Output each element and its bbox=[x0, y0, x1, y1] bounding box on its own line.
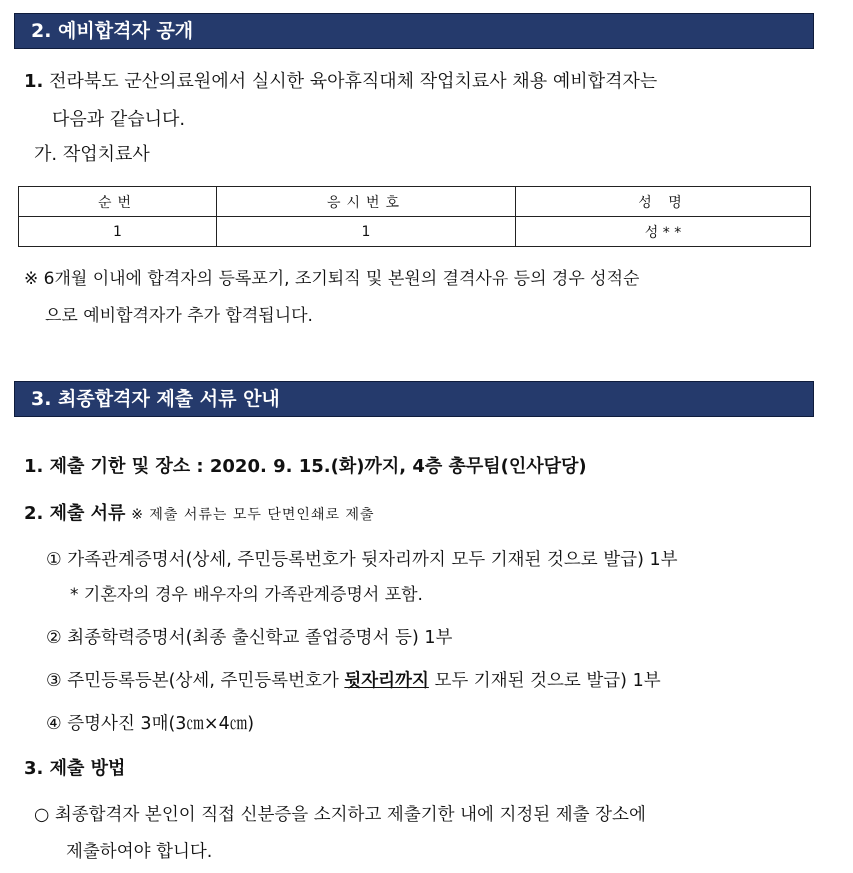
notice-text-line2: 다음과 같습니다. bbox=[52, 109, 186, 130]
method-title: 3. 제출 방법 bbox=[24, 758, 126, 779]
documents-heading bbox=[24, 502, 375, 527]
section-2-title: 2. 예비합격자 공개 bbox=[31, 20, 194, 42]
method-line2: 제출하여야 합니다. bbox=[66, 842, 213, 862]
reserve-candidates-table bbox=[18, 186, 811, 247]
document-item-4: ④ 증명사진 3매(3㎝×4㎝) bbox=[46, 714, 255, 734]
item-number: 1. bbox=[24, 71, 44, 92]
document-item-2: ② 최종학력증명서(최종 출신학교 졸업증명서 등) 1부 bbox=[46, 628, 453, 648]
deadline-text: 1. 제출 기한 및 장소 : 2020. 9. 15.(화)까지, 4층 총무팀(인사담당) bbox=[24, 456, 587, 477]
column-header-number: 순번 bbox=[19, 187, 217, 217]
table-cell: 성 * * bbox=[516, 217, 811, 247]
column-header-exam-number: 응시번호 bbox=[217, 187, 516, 217]
document-item-3-text-end: 모두 기재된 것으로 발급) 1부 bbox=[428, 671, 661, 691]
sub-heading-occupational-therapist: 가. 작업치료사 bbox=[34, 144, 150, 165]
documents-title: 2. 제출 서류 bbox=[24, 503, 126, 524]
document-item-1-note: * 기혼자의 경우 배우자의 가족관계증명서 포함. bbox=[70, 585, 423, 605]
table-cell: 1 bbox=[217, 217, 516, 247]
section-2-header bbox=[14, 13, 814, 49]
method-line1: ○ 최종합격자 본인이 직접 신분증을 소지하고 제출기한 내에 지정된 제출 장소에 bbox=[34, 805, 646, 825]
documents-note: ※ 제출 서류는 모두 단면인쇄로 제출 bbox=[131, 507, 375, 523]
notice-paragraph-1 bbox=[24, 70, 657, 94]
table-header-row bbox=[19, 187, 811, 217]
document-item-1: ① 가족관계증명서(상세, 주민등록번호가 뒷자리까지 모두 기재된 것으로 발급) 1부 bbox=[46, 550, 678, 570]
table-row bbox=[19, 217, 811, 247]
emphasis-text: 뒷자리까지 bbox=[344, 671, 429, 691]
notice-text-line1: 전라북도 군산의료원에서 실시한 육아휴직대체 작업치료사 채용 예비합격자는 bbox=[49, 71, 658, 92]
table-cell: 1 bbox=[19, 217, 217, 247]
column-header-name: 성 명 bbox=[516, 187, 811, 217]
note-line2: 으로 예비합격자가 추가 합격됩니다. bbox=[45, 306, 313, 326]
section-3-header bbox=[14, 381, 814, 417]
section-3-title: 3. 최종합격자 제출 서류 안내 bbox=[31, 388, 280, 410]
document-item-3 bbox=[46, 669, 661, 693]
document-item-3-text: ③ 주민등록등본(상세, 주민등록번호가 bbox=[46, 671, 345, 691]
note-line1: ※ 6개월 이내에 합격자의 등록포기, 조기퇴직 및 본원의 결격사유 등의 경우 성적순 bbox=[24, 269, 640, 289]
